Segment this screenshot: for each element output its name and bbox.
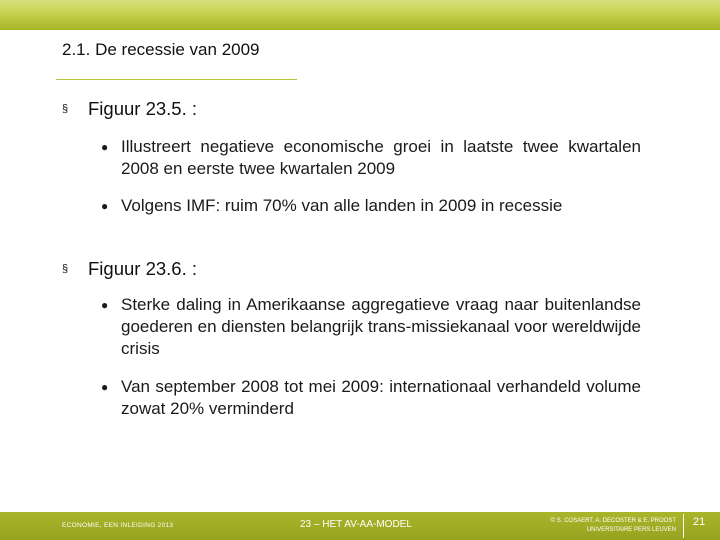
footer-bar bbox=[0, 512, 720, 540]
section-bullet-icon: § bbox=[62, 263, 69, 275]
footer-book-title: ECONOMIE, EEN INLEIDING 2013 bbox=[62, 522, 174, 529]
footer-publisher: UNIVERSITAIRE PERS LEUVEN bbox=[586, 527, 676, 533]
footer-divider bbox=[683, 514, 684, 538]
section-bullet-icon: § bbox=[62, 103, 69, 115]
list-item bbox=[101, 376, 641, 420]
section-heading-2 bbox=[62, 258, 197, 280]
list-item bbox=[101, 294, 641, 360]
list-item-text: Illustreert negatieve economische groei in laatste twee kwartalen 2008 en eerste twee kwartalen 2009 bbox=[121, 137, 641, 178]
section-heading-text: Figuur 23.5. : bbox=[88, 98, 198, 119]
bullet-dot-icon: ● bbox=[101, 199, 109, 213]
list-item bbox=[101, 136, 641, 180]
list-item-text: Volgens IMF: ruim 70% van alle landen in 2009 in recessie bbox=[121, 196, 563, 215]
list-item bbox=[101, 195, 641, 217]
footer-copyright bbox=[540, 517, 676, 535]
bullet-dot-icon: ● bbox=[101, 140, 109, 154]
page-number: 21 bbox=[693, 516, 706, 528]
section-heading-1 bbox=[62, 98, 197, 120]
footer-chapter: 23 – HET AV-AA-MODEL bbox=[300, 519, 412, 530]
list-item-text: Sterke daling in Amerikaanse aggregatieve vraag naar buitenlandse goederen en diensten belangrijk trans-missiekanaal voor wereldwijde crisis bbox=[121, 295, 641, 358]
list-item-text: Van september 2008 tot mei 2009: internationaal verhandeld volume zowat 20% verminderd bbox=[121, 377, 641, 418]
bullet-dot-icon: ● bbox=[101, 380, 109, 394]
title-underline bbox=[56, 79, 297, 80]
slide-title: 2.1. De recessie van 2009 bbox=[62, 40, 260, 59]
footer-authors: © S. COSAERT, A. DECOSTER & E. PROOST bbox=[550, 518, 676, 524]
header-band bbox=[0, 0, 720, 30]
section-heading-text: Figuur 23.6. : bbox=[88, 258, 198, 279]
bullet-dot-icon: ● bbox=[101, 298, 109, 312]
